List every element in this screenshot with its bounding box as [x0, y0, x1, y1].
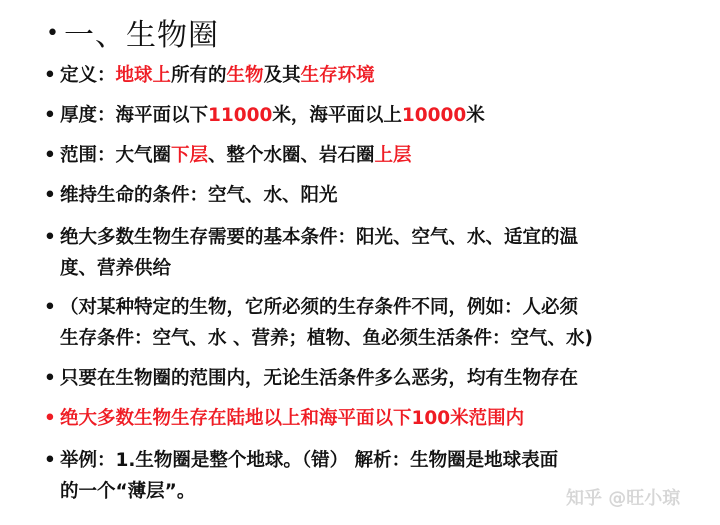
- highlight-text: 10000: [401, 105, 467, 126]
- item-text: 举例：1.生物圈是整个地球。（错） 解析：生物圈是地球表面: [60, 450, 559, 471]
- bullet-item-continuation: 的一个“薄层”。: [60, 481, 196, 502]
- highlight-text: 生物: [226, 65, 264, 86]
- bullet-dot: •: [44, 227, 56, 248]
- bullet-dot: •: [44, 408, 56, 429]
- item-text: 所有的: [171, 65, 227, 86]
- bullet-item: [44, 298, 578, 318]
- item-text: 厚度：海平面以下: [60, 105, 209, 126]
- highlight-text: 11000: [208, 105, 273, 126]
- bullet-item: [44, 451, 558, 471]
- item-text: 米，海平面以上: [272, 105, 402, 126]
- highlight-text: 下层: [171, 145, 209, 166]
- watermark: 知乎 @旺小琼: [566, 488, 681, 509]
- bullet-item: [44, 66, 375, 86]
- item-text: 、整个水圈、岩石圈: [208, 145, 375, 166]
- bullet-dot: •: [44, 450, 56, 471]
- highlight-text: 地球上: [115, 65, 172, 86]
- item-text: 只要在生物圈的范围内，无论生活条件多么恶劣，均有生物存在: [60, 368, 579, 389]
- bullet-item: [44, 409, 524, 429]
- item-text: 范围：大气圈: [60, 145, 172, 166]
- bullet-item: [44, 146, 412, 166]
- item-text: 及其: [263, 65, 301, 86]
- highlight-text: 绝大多数生物生存在陆地以上和海平面以下100米范围内: [60, 408, 525, 429]
- bullet-item: [44, 228, 578, 248]
- bullet-dot: •: [44, 297, 56, 318]
- highlight-text: 生存环境: [300, 65, 375, 86]
- item-text: 米: [466, 105, 485, 126]
- title-text: 一、生物圈: [63, 18, 219, 53]
- bullet-item: [44, 186, 338, 206]
- highlight-text: 上层: [374, 145, 412, 166]
- bullet-item: [44, 369, 578, 389]
- bullet-dot: •: [44, 368, 56, 389]
- bullet-dot: •: [44, 185, 56, 206]
- bullet-dot: •: [44, 145, 56, 166]
- title-bullet: •: [46, 21, 60, 46]
- slide-title: [46, 10, 219, 54]
- bullet-item-continuation: 度、营养供给: [60, 258, 172, 279]
- item-text: 定义：: [60, 65, 116, 86]
- bullet-item-continuation: 生存条件：空气、水 、营养；植物、鱼必须生活条件：空气、水): [60, 328, 593, 349]
- item-text: 维持生命的条件：空气、水、阳光: [60, 185, 338, 206]
- bullet-dot: •: [44, 65, 56, 86]
- bullet-dot: •: [44, 105, 56, 126]
- bullet-item: [44, 106, 485, 126]
- item-text: 绝大多数生物生存需要的基本条件：阳光、空气、水、适宜的温: [60, 227, 579, 248]
- item-text: （对某种特定的生物，它所必须的生存条件不同，例如：人必须: [60, 297, 579, 318]
